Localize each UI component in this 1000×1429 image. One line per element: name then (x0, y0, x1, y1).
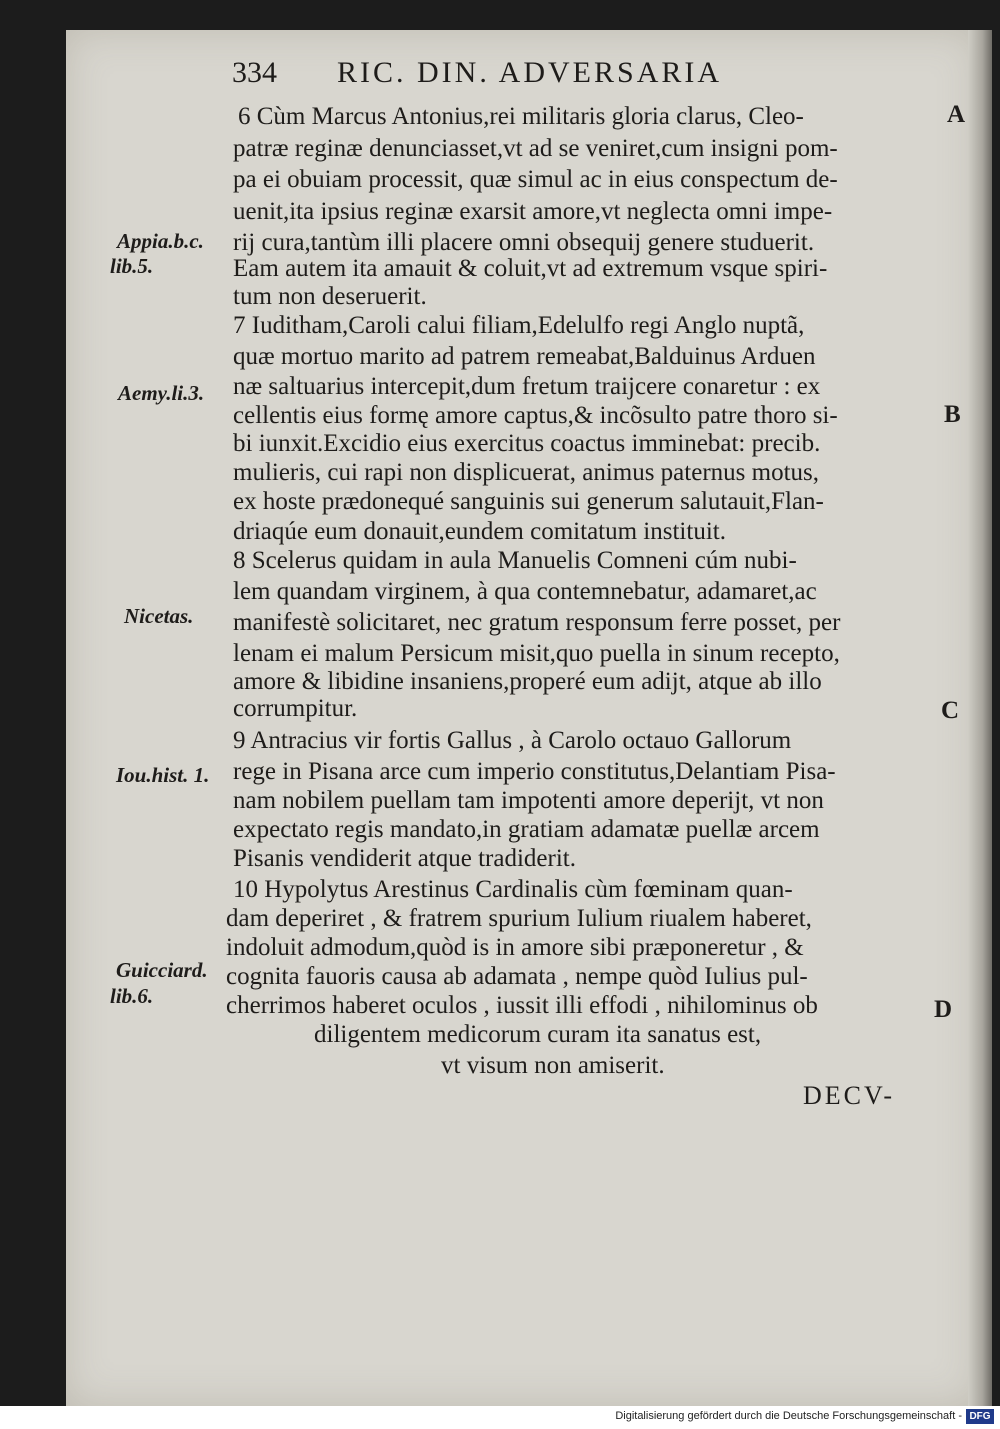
running-title: RIC. DIN. ADVERSARIA (337, 56, 723, 89)
text-line: patræ reginæ denunciasset,vt ad se veniret,cum insigni pom- (233, 135, 838, 162)
text-line: næ saltuarius intercepit,dum fretum traijcere conaretur : ex (233, 373, 821, 400)
text-line: mulieris, cui rapi non displicuerat, animus paternus motus, (233, 459, 819, 486)
text-line: manifestè solicitaret, nec gratum responsum ferre posset, per (233, 609, 841, 636)
margin-note: lib.5. (110, 254, 154, 278)
footer-bar (0, 1406, 1000, 1429)
text-line: lenam ei malum Persicum misit,quo puella in sinum recepto, (233, 640, 840, 667)
text-line: expectato regis mandato,in gratiam adamatæ puellæ arcem (233, 816, 820, 843)
text-line: 10 Hypolytus Arestinus Cardinalis cùm fœminam quan- (233, 876, 793, 903)
text-line: vt visum non amiserit. (441, 1052, 665, 1079)
margin-note: lib.6. (110, 984, 154, 1008)
text-line: rege in Pisana arce cum imperio constitutus,Delantiam Pisa- (233, 758, 836, 785)
text-line: amore & libidine insaniens,properé eum adijt, atque ab illo (233, 668, 822, 695)
text-line: cherrimos haberet oculos , iussit illi effodi , nihilominus ob (226, 992, 818, 1019)
catchword: DECV- (803, 1081, 896, 1110)
text-line: cellentis eius formę amore captus,& incõsulto patre thoro si- (233, 402, 838, 429)
margin-note: Guicciard. (116, 958, 208, 982)
text-line: 8 Scelerus quidam in aula Manuelis Comneni cúm nubi- (233, 547, 797, 574)
text-line: diligentem medicorum curam ita sanatus est, (314, 1021, 762, 1048)
text-line: lem quandam virginem, à qua contemnebatur, adamaret,ac (233, 578, 817, 605)
text-line: Pisanis vendiderit atque tradiderit. (233, 845, 576, 872)
text-line: indoluit admodum,quòd is in amore sibi præponeretur , & (226, 934, 804, 961)
text-line: 6 Cùm Marcus Antonius,rei militaris gloria clarus, Cleo- (238, 103, 804, 130)
dfg-logo: DFG (966, 1409, 994, 1424)
page-edge (968, 30, 992, 1406)
text-line: corrumpitur. (233, 695, 358, 722)
text-line: quæ mortuo marito ad patrem remeabat,Balduinus Arduen (233, 343, 816, 370)
margin-note: Iou.hist. 1. (116, 763, 210, 787)
text-line: 7 Iuditham,Caroli calui filiam,Edelulfo regi Anglo nuptã, (233, 312, 805, 339)
text-line: Eam autem ita amauit & coluit,vt ad extremum vsque spiri- (233, 255, 828, 282)
text-line: cognita fauoris causa ab adamata , nempe quòd Iulius pul- (226, 963, 808, 990)
text-line: pa ei obuiam processit, quæ simul ac in eius conspectum de- (233, 166, 838, 193)
footer-credit: Digitalisierung gefördert durch die Deutsche Forschungsgemeinschaft - (615, 1410, 962, 1422)
running-header (232, 56, 722, 90)
text-line: uenit,ita ipsius reginæ exarsit amore,vt neglecta omni impe- (233, 198, 833, 225)
text-line: 9 Antracius vir fortis Gallus , à Carolo octauo Gallorum (233, 727, 792, 754)
page-number: 334 (232, 56, 277, 89)
text-line: bi iunxit.Excidio eius exercitus coactus imminebat: precib. (233, 430, 821, 457)
margin-note: Appia.b.c. (117, 229, 204, 253)
margin-note: Aemy.li.3. (118, 381, 205, 405)
text-line: driaqúe eum donauit,eundem comitatum instituit. (233, 518, 726, 545)
section-letter: D (934, 996, 953, 1023)
text-line: tum non deseruerit. (233, 283, 427, 310)
text-line: rij cura,tantùm illi placere omni obsequij genere studuerit. (233, 229, 815, 256)
text-line: dam deperiret , & fratrem spurium Iulium riualem haberet, (226, 905, 812, 932)
section-letter: B (944, 401, 961, 428)
section-letter: A (947, 101, 966, 128)
section-letter: C (941, 697, 960, 724)
text-line: ex hoste prædonequé sanguinis sui generum salutauit,Flan- (233, 488, 824, 515)
text-line: nam nobilem puellam tam impotenti amore deperijt, vt non (233, 787, 824, 814)
margin-note: Nicetas. (124, 604, 194, 628)
